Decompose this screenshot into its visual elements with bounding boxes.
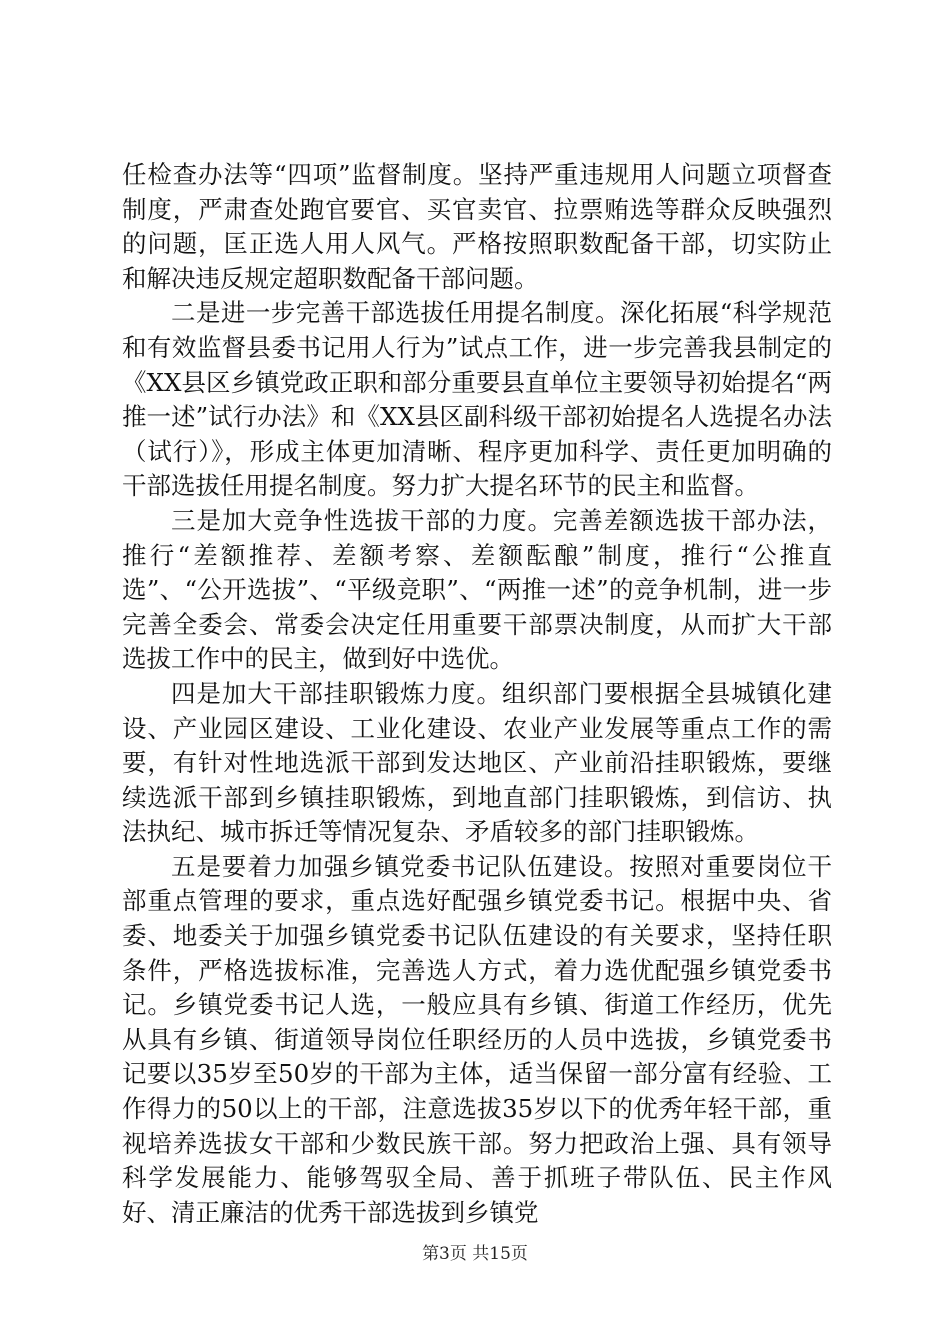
paragraph-nomination-system: 二是进一步完善干部选拔任用提名制度。深化拓展“科学规范和有效监督县委书记用人行为”试点工作，进一步完善我县制定的《XX县区乡镇党政正职和部分重要县直单位主要领导初始提名“两推一述”试行办法》和《XX县区副科级干部初始提名人选提名办法（试行）》，形成主体更加清晰、程序更加科学、责任更加明确的干部选拔任用提名制度。努力扩大提名环节的民主和监督。	[122, 298, 832, 501]
paragraph-competitive-selection: 三是加大竞争性选拔干部的力度。完善差额选拔干部办法，推行“差额推荐、差额考察、差额酝酿”制度，推行“公推直选”、“公开选拔”、“平级竞职”、“两推一述”的竞争机制，进一步完善全委会、常委会决定任用重要干部票决制度，从而扩大干部选拔工作中的民主，做到好中选优。	[122, 505, 832, 674]
paragraph-secondment-training: 四是加大干部挂职锻炼力度。组织部门要根据全县城镇化建设、产业园区建设、工业化建设、农业产业发展等重点工作的需要，有针对性地选派干部到发达地区、产业前沿挂职锻炼，要继续选派干部到乡镇挂职锻炼，到地直部门挂职锻炼，到信访、执法执纪、城市拆迁等情况复杂、矛盾较多的部门挂职锻炼。	[122, 678, 832, 847]
paragraph-township-secretaries: 五是要着力加强乡镇党委书记队伍建设。按照对重要岗位干部重点管理的要求，重点选好配强乡镇党委书记。根据中央、省委、地委关于加强乡镇党委书记队伍建设的有关要求，坚持任职条件，严格选拔标准，完善选人方式，着力选优配强乡镇党委书记。乡镇党委书记人选，一般应具有乡镇、街道工作经历，优先从具有乡镇、街道领导岗位任职经历的人员中选拔，乡镇党委书记要以35岁至50岁的干部为主体，适当保留一部分富有经验、工作得力的50以上的干部，注意选拔35岁以下的优秀年轻干部，重视培养选拔女干部和少数民族干部。努力把政治上强、具有领导科学发展能力、能够驾驭全局、善于抓班子带队伍、民主作风好、清正廉洁的优秀干部选拔到乡镇党	[122, 851, 832, 1227]
paragraph-continuation: 任检查办法等“四项”监督制度。坚持严重违规用人问题立项督查制度，严肃查处跑官要官、买官卖官、拉票贿选等群众反映强烈的问题，匡正选人用人风气。严格按照职数配备干部，切实防止和解决违反规定超职数配备干部问题。	[122, 160, 832, 293]
document-body	[122, 158, 832, 1230]
page-number-footer: 第3页 共15页	[422, 1244, 528, 1264]
